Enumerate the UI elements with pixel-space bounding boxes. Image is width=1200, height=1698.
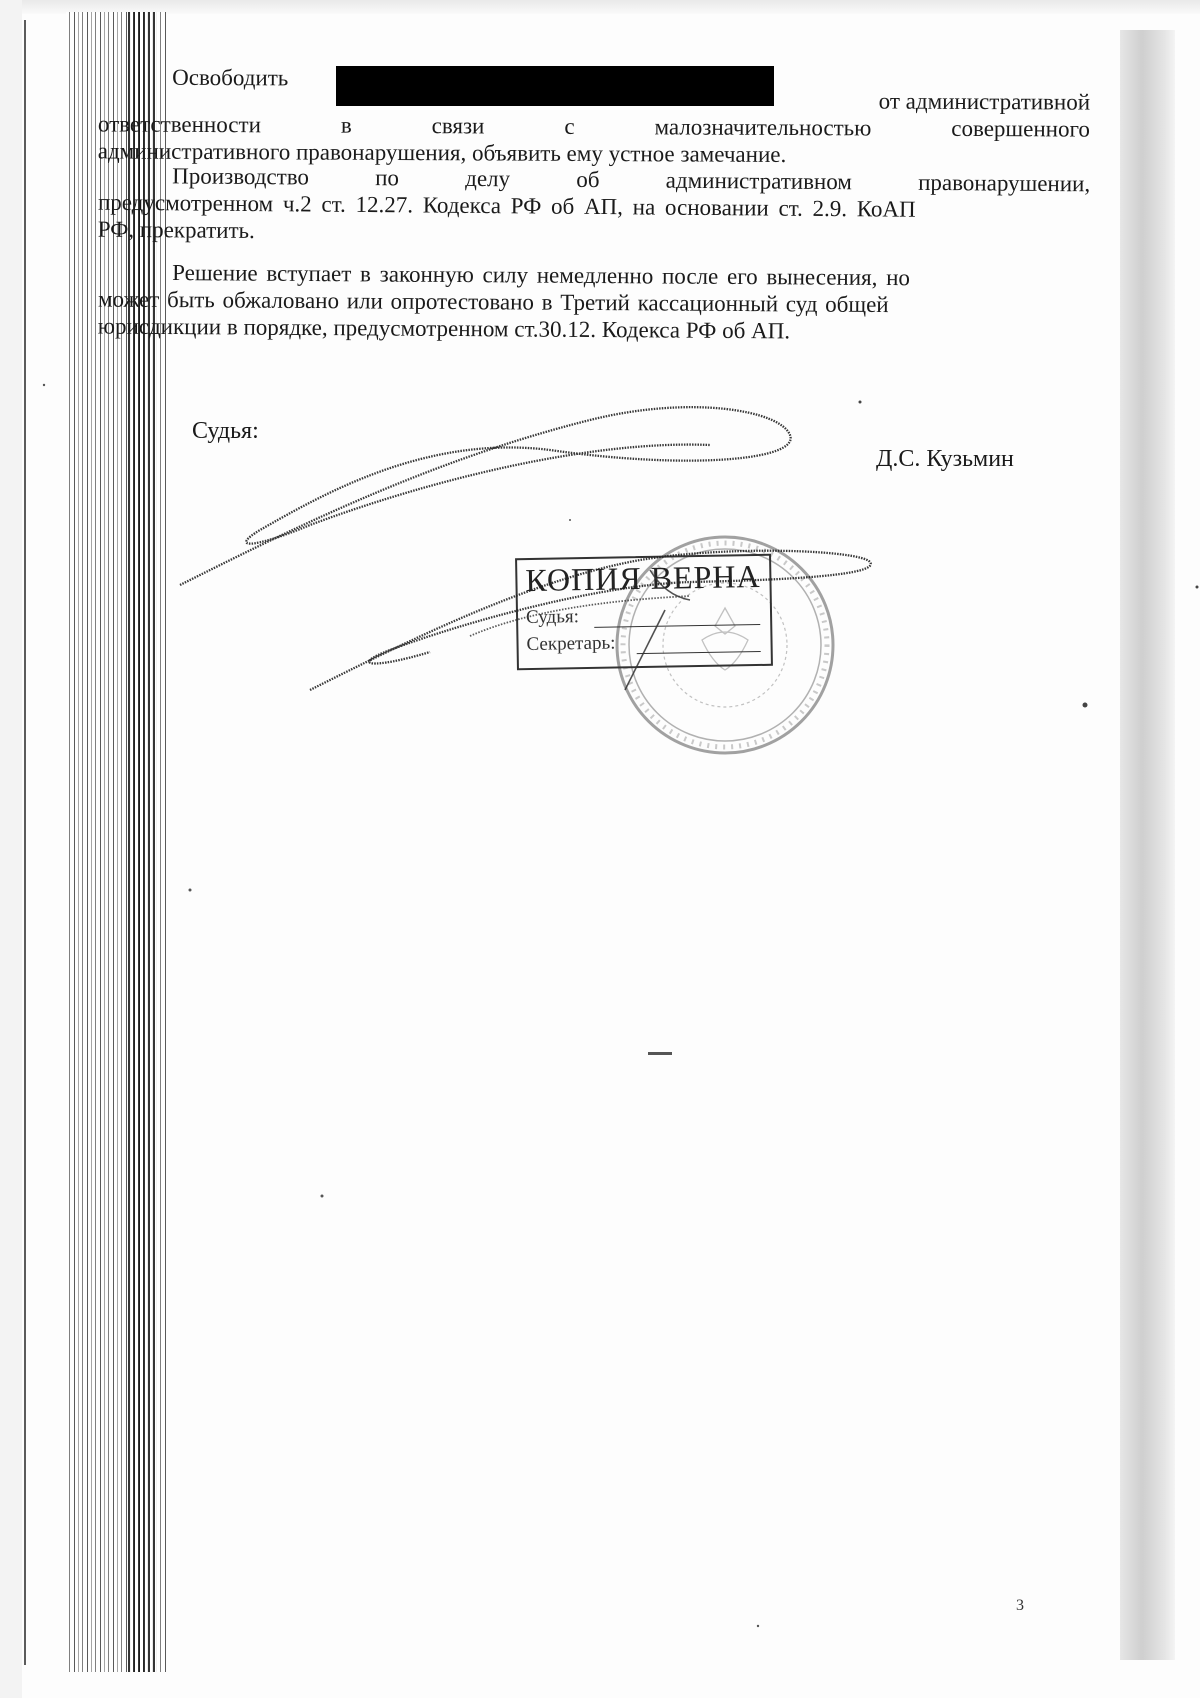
stamp-judge-line: Судья: bbox=[525, 606, 580, 629]
word: об bbox=[576, 166, 600, 193]
word: малозначительностью bbox=[654, 114, 872, 141]
page-number: 3 bbox=[1016, 1597, 1024, 1614]
judge-signature-icon bbox=[170, 400, 890, 710]
judge-name: Д.С. Кузьмин bbox=[876, 446, 1014, 472]
paragraph-termination bbox=[98, 162, 1091, 252]
scan-top-edge bbox=[0, 0, 1200, 14]
word: правонарушении, bbox=[918, 169, 1091, 197]
word: связи bbox=[431, 113, 485, 139]
release-word: Освободить bbox=[172, 64, 289, 91]
word: ответственности bbox=[97, 111, 261, 138]
word: совершенного bbox=[951, 115, 1090, 142]
scan-right-shadow bbox=[1120, 30, 1175, 1660]
appeal-line1: Решение вступает в законную силу немедленно после его вынесения, но bbox=[172, 260, 911, 291]
word: административном bbox=[665, 167, 853, 195]
release-line3: административного правонарушения, объявить ему устное замечание. bbox=[97, 138, 787, 168]
termination-line2: предусмотренном ч.2 ст. 12.27. Кодекса РФ об АП, на основании ст. 2.9. КоАП bbox=[97, 189, 916, 222]
word: в bbox=[340, 112, 352, 138]
word: Производство bbox=[172, 163, 310, 190]
word: по bbox=[375, 165, 400, 191]
stamp-title: КОПИЯ ВЕРНА bbox=[525, 557, 761, 599]
scan-left-edge bbox=[0, 0, 22, 1698]
termination-line3: РФ, прекратить. bbox=[97, 216, 255, 244]
appeal-line3: юрисдикции в порядке, предусмотренном ст.30.12. Кодекса РФ об АП. bbox=[97, 313, 791, 344]
word: с bbox=[564, 113, 575, 139]
release-line1-end: от административной bbox=[878, 88, 1091, 115]
stamp-secretary-line: Секретарь: bbox=[526, 632, 616, 656]
appeal-line2: может быть обжаловано или опротестовано в Третий кассационный суд общей bbox=[97, 286, 889, 318]
scan-left-line bbox=[24, 20, 26, 1665]
paragraph-appeal bbox=[98, 259, 1091, 347]
judge-label: Судья: bbox=[192, 418, 259, 444]
word: делу bbox=[465, 165, 511, 192]
redaction-bar bbox=[336, 66, 774, 106]
